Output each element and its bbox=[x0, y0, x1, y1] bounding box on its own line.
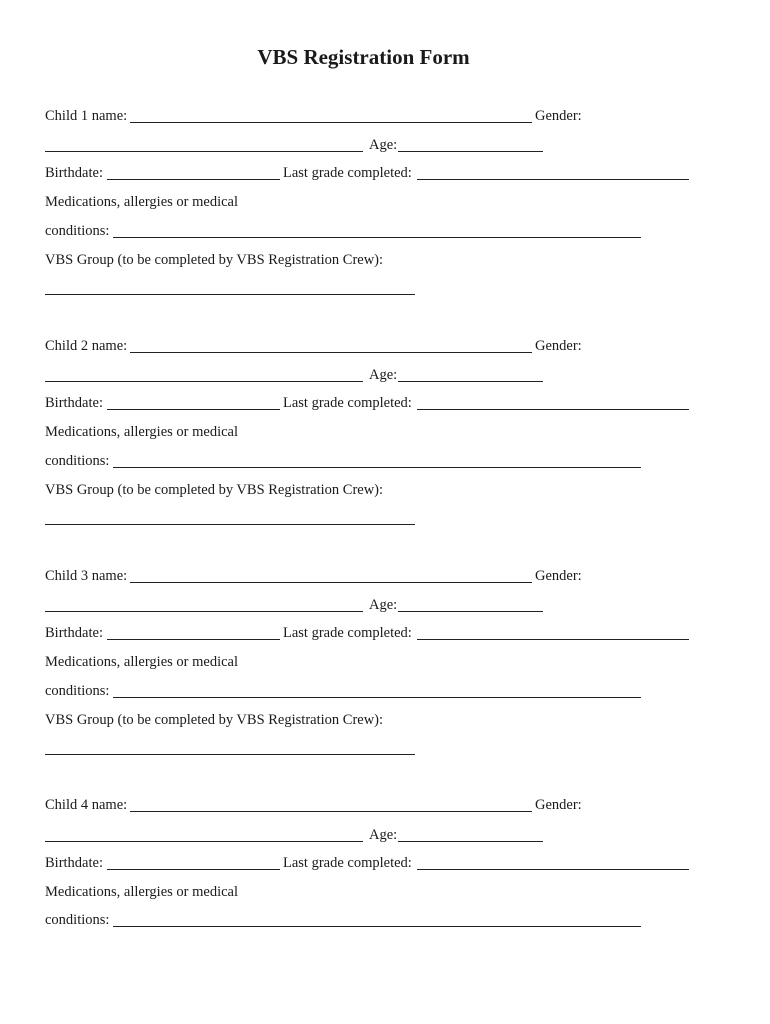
conditions-field[interactable] bbox=[113, 467, 641, 468]
vbs-group-label: VBS Group (to be completed by VBS Registration Crew): bbox=[45, 482, 384, 498]
last-grade-field[interactable] bbox=[417, 179, 689, 180]
birthdate-field[interactable] bbox=[107, 179, 280, 180]
medications-label: Medications, allergies or medical bbox=[45, 654, 239, 670]
last-grade-label: Last grade completed: bbox=[283, 395, 412, 411]
conditions-field[interactable] bbox=[113, 926, 641, 927]
birthdate-label: Birthdate: bbox=[45, 855, 103, 871]
child-name-field[interactable] bbox=[130, 352, 532, 353]
conditions-label: conditions: bbox=[45, 453, 110, 469]
gender-label: Gender: bbox=[535, 108, 582, 124]
medications-label: Medications, allergies or medical bbox=[45, 884, 239, 900]
child-name-field[interactable] bbox=[130, 811, 532, 812]
age-field[interactable] bbox=[398, 841, 543, 842]
birthdate-field[interactable] bbox=[107, 409, 280, 410]
vbs-group-field[interactable] bbox=[45, 524, 415, 525]
medications-label: Medications, allergies or medical bbox=[45, 194, 239, 210]
vbs-group-label: VBS Group (to be completed by VBS Registration Crew): bbox=[45, 252, 384, 268]
gender-label: Gender: bbox=[535, 797, 582, 813]
conditions-field[interactable] bbox=[113, 237, 641, 238]
birthdate-label: Birthdate: bbox=[45, 395, 103, 411]
age-label: Age: bbox=[369, 827, 398, 843]
gender-label: Gender: bbox=[535, 568, 582, 584]
last-grade-label: Last grade completed: bbox=[283, 625, 412, 641]
child-name-field[interactable] bbox=[130, 582, 532, 583]
child-name-label: Child 3 name: bbox=[45, 568, 128, 584]
birthdate-label: Birthdate: bbox=[45, 165, 103, 181]
gender-field[interactable] bbox=[45, 381, 363, 382]
gender-field[interactable] bbox=[45, 611, 363, 612]
page-title: VBS Registration Form bbox=[257, 45, 470, 69]
age-label: Age: bbox=[369, 367, 398, 383]
age-label: Age: bbox=[369, 137, 398, 153]
vbs-group-field[interactable] bbox=[45, 294, 415, 295]
birthdate-field[interactable] bbox=[107, 869, 280, 870]
conditions-field[interactable] bbox=[113, 697, 641, 698]
conditions-label: conditions: bbox=[45, 683, 110, 699]
birthdate-label: Birthdate: bbox=[45, 625, 103, 641]
child-name-label: Child 2 name: bbox=[45, 338, 128, 354]
gender-label: Gender: bbox=[535, 338, 582, 354]
birthdate-field[interactable] bbox=[107, 639, 280, 640]
age-field[interactable] bbox=[398, 611, 543, 612]
last-grade-field[interactable] bbox=[417, 869, 689, 870]
age-field[interactable] bbox=[398, 381, 543, 382]
vbs-group-label: VBS Group (to be completed by VBS Registration Crew): bbox=[45, 712, 384, 728]
last-grade-field[interactable] bbox=[417, 409, 689, 410]
gender-field[interactable] bbox=[45, 151, 363, 152]
vbs-group-field[interactable] bbox=[45, 754, 415, 755]
conditions-label: conditions: bbox=[45, 912, 110, 928]
last-grade-label: Last grade completed: bbox=[283, 165, 412, 181]
conditions-label: conditions: bbox=[45, 223, 110, 239]
age-field[interactable] bbox=[398, 151, 543, 152]
medications-label: Medications, allergies or medical bbox=[45, 424, 239, 440]
child-name-label: Child 4 name: bbox=[45, 797, 128, 813]
age-label: Age: bbox=[369, 597, 398, 613]
gender-field[interactable] bbox=[45, 841, 363, 842]
last-grade-label: Last grade completed: bbox=[283, 855, 412, 871]
child-name-label: Child 1 name: bbox=[45, 108, 128, 124]
last-grade-field[interactable] bbox=[417, 639, 689, 640]
child-name-field[interactable] bbox=[130, 122, 532, 123]
